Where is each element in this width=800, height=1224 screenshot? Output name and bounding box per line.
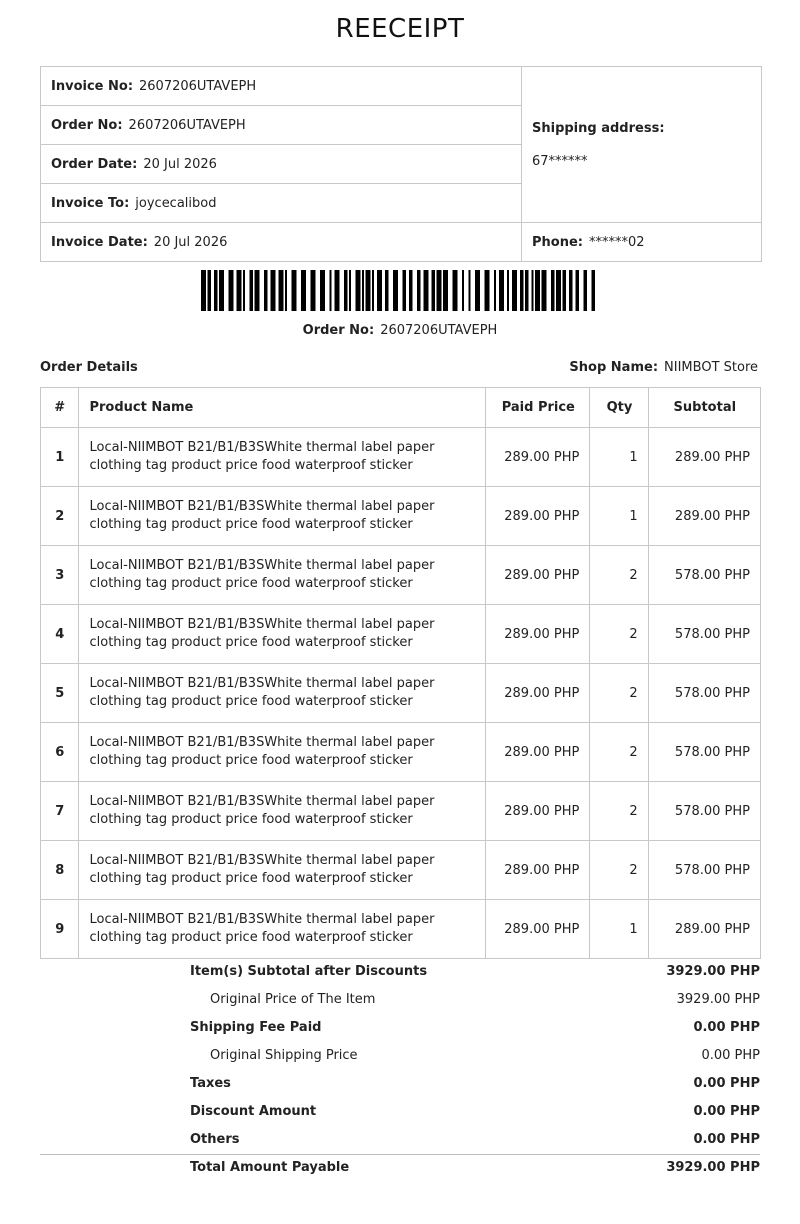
order-no-value: 2607206UTAVEPH — [128, 117, 246, 133]
shop-name — [569, 360, 758, 375]
product-name-line1: Local-NIIMBOT B21/B1/B3SWhite thermal label paper — [89, 499, 435, 514]
order-date-label: Order Date: — [51, 156, 138, 172]
barcode-bar — [362, 270, 364, 311]
barcode-bar — [512, 270, 517, 311]
original-shipping-label: Original Shipping Price — [210, 1048, 358, 1063]
barcode-bar — [507, 270, 509, 311]
taxes-label: Taxes — [190, 1076, 231, 1091]
product-name-line2: clothing tag product price food waterproof sticker — [89, 576, 413, 591]
barcode-bar — [264, 270, 268, 311]
summary-original-price — [40, 986, 760, 1014]
row-paid-price: 289.00 PHP — [486, 605, 590, 664]
receipt-title: REECEIPT — [335, 14, 465, 44]
row-subtotal: 578.00 PHP — [648, 664, 760, 723]
invoice-no-label: Invoice No: — [51, 78, 134, 94]
table-row — [41, 782, 761, 841]
barcode-bar — [330, 270, 332, 311]
product-name-line2: clothing tag product price food waterproof sticker — [89, 930, 413, 945]
header-paid-price: Paid Price — [486, 388, 590, 428]
row-product-name — [79, 428, 486, 487]
shipping-address-cell — [522, 67, 762, 223]
barcode-bar — [520, 270, 524, 311]
payment-summary — [40, 958, 760, 1182]
row-product-name — [79, 664, 486, 723]
table-row — [41, 605, 761, 664]
barcode-order-value: 2607206UTAVEPH — [380, 323, 498, 338]
summary-items-subtotal — [40, 958, 760, 986]
table-row — [41, 723, 761, 782]
row-product-name — [79, 487, 486, 546]
barcode-bar — [437, 270, 442, 311]
barcode-bar — [443, 270, 448, 311]
table-row — [41, 487, 761, 546]
invoice-date-cell — [41, 223, 522, 262]
row-subtotal: 289.00 PHP — [648, 428, 760, 487]
discount-value: 0.00 PHP — [693, 1104, 760, 1119]
barcode-bar — [377, 270, 382, 311]
row-paid-price: 289.00 PHP — [486, 900, 590, 959]
barcode-bar — [453, 270, 458, 311]
row-paid-price: 289.00 PHP — [486, 782, 590, 841]
row-product-name — [79, 605, 486, 664]
product-name-line1: Local-NIIMBOT B21/B1/B3SWhite thermal label paper — [89, 558, 435, 573]
barcode-bar — [301, 270, 306, 311]
barcode-bar — [229, 270, 234, 311]
row-paid-price: 289.00 PHP — [486, 428, 590, 487]
barcode-bar — [366, 270, 371, 311]
order-barcode — [201, 270, 599, 311]
original-shipping-value: 0.00 PHP — [701, 1048, 760, 1063]
barcode-bar — [584, 270, 588, 311]
barcode-bar — [335, 270, 340, 311]
summary-original-shipping — [40, 1042, 760, 1070]
row-qty: 2 — [590, 723, 648, 782]
barcode-bar — [532, 270, 534, 311]
row-paid-price: 289.00 PHP — [486, 664, 590, 723]
row-product-name — [79, 841, 486, 900]
barcode-bar — [556, 270, 561, 311]
barcode-bar — [525, 270, 529, 311]
invoice-to-cell — [41, 184, 522, 223]
barcode-bar — [201, 270, 206, 311]
barcode-bar — [279, 270, 284, 311]
barcode-bar — [485, 270, 490, 311]
barcode-bar — [219, 270, 224, 311]
shipping-address-value: 67****** — [532, 153, 588, 169]
table-row — [41, 428, 761, 487]
row-paid-price: 289.00 PHP — [486, 723, 590, 782]
row-num: 6 — [41, 723, 79, 782]
product-name-line2: clothing tag product price food waterproof sticker — [89, 458, 413, 473]
row-paid-price: 289.00 PHP — [486, 546, 590, 605]
invoice-date-value: 20 Jul 2026 — [153, 234, 228, 250]
invoice-date-label: Invoice Date: — [51, 234, 148, 250]
barcode-bar — [344, 270, 348, 311]
taxes-value: 0.00 PHP — [693, 1076, 760, 1091]
product-name-line1: Local-NIIMBOT B21/B1/B3SWhite thermal label paper — [89, 676, 435, 691]
barcode-bar — [462, 270, 464, 311]
barcode-bar — [551, 270, 555, 311]
row-qty: 2 — [590, 664, 648, 723]
row-num: 7 — [41, 782, 79, 841]
row-num: 3 — [41, 546, 79, 605]
row-num: 9 — [41, 900, 79, 959]
row-subtotal: 578.00 PHP — [648, 782, 760, 841]
invoice-to-label: Invoice To: — [51, 195, 130, 211]
row-subtotal: 578.00 PHP — [648, 723, 760, 782]
header-product-name: Product Name — [79, 388, 486, 428]
order-date-value: 20 Jul 2026 — [143, 156, 217, 172]
total-payable-value: 3929.00 PHP — [666, 1160, 760, 1175]
product-name-line1: Local-NIIMBOT B21/B1/B3SWhite thermal label paper — [89, 617, 435, 632]
row-qty: 2 — [590, 782, 648, 841]
row-num: 1 — [41, 428, 79, 487]
row-product-name — [79, 723, 486, 782]
phone-label: Phone: — [532, 234, 583, 250]
table-row — [41, 664, 761, 723]
row-qty: 2 — [590, 546, 648, 605]
shop-name-value: NIIMBOT Store — [664, 360, 758, 375]
product-name-line1: Local-NIIMBOT B21/B1/B3SWhite thermal label paper — [89, 735, 435, 750]
order-date-cell — [41, 145, 522, 184]
row-paid-price: 289.00 PHP — [486, 487, 590, 546]
row-qty: 2 — [590, 605, 648, 664]
barcode-order-label: Order No: — [302, 323, 375, 338]
row-product-name — [79, 900, 486, 959]
row-num: 2 — [41, 487, 79, 546]
barcode-bar — [569, 270, 573, 311]
items-subtotal-label: Item(s) Subtotal after Discounts — [190, 964, 428, 979]
summary-taxes — [40, 1070, 760, 1098]
total-payable-label: Total Amount Payable — [190, 1160, 350, 1175]
header-num: # — [41, 388, 79, 428]
product-name-line2: clothing tag product price food waterproof sticker — [89, 694, 413, 709]
barcode-bar — [535, 270, 540, 311]
barcode-bar — [250, 270, 254, 311]
header-qty: Qty — [590, 388, 648, 428]
barcode-bar — [576, 270, 580, 311]
items-subtotal-value: 3929.00 PHP — [666, 964, 760, 979]
barcode-bar — [499, 270, 504, 311]
barcode-bar — [424, 270, 429, 311]
barcode-bar — [592, 270, 596, 311]
shop-name-label: Shop Name: — [569, 360, 659, 375]
barcode-bar — [292, 270, 297, 311]
barcode-bar — [208, 270, 212, 311]
barcode-bar — [356, 270, 361, 311]
summary-others — [40, 1126, 760, 1154]
row-paid-price: 289.00 PHP — [486, 841, 590, 900]
barcode-bar — [417, 270, 421, 311]
row-subtotal: 289.00 PHP — [648, 900, 760, 959]
others-label: Others — [190, 1132, 240, 1147]
row-qty: 1 — [590, 900, 648, 959]
row-subtotal: 578.00 PHP — [648, 546, 760, 605]
barcode-bar — [237, 270, 242, 311]
original-price-value: 3929.00 PHP — [676, 992, 760, 1007]
row-subtotal: 578.00 PHP — [648, 605, 760, 664]
table-row — [41, 900, 761, 959]
product-name-line2: clothing tag product price food waterproof sticker — [89, 753, 413, 768]
row-product-name — [79, 782, 486, 841]
barcode-bar — [409, 270, 413, 311]
barcode-bar — [563, 270, 567, 311]
shipping-fee-value: 0.00 PHP — [693, 1020, 760, 1035]
row-qty: 1 — [590, 487, 648, 546]
barcode-bar — [255, 270, 260, 311]
barcode-bar — [285, 270, 287, 311]
order-no-cell — [41, 106, 522, 145]
shipping-address-label: Shipping address: — [532, 120, 665, 136]
header-subtotal: Subtotal — [648, 388, 760, 428]
original-price-label: Original Price of The Item — [210, 992, 376, 1007]
barcode-bar — [243, 270, 245, 311]
barcode-bar — [385, 270, 389, 311]
order-details-heading: Order Details — [40, 360, 138, 375]
row-subtotal: 289.00 PHP — [648, 487, 760, 546]
barcode-bar — [372, 270, 374, 311]
summary-discount — [40, 1098, 760, 1126]
row-subtotal: 578.00 PHP — [648, 841, 760, 900]
product-name-line2: clothing tag product price food waterproof sticker — [89, 517, 413, 532]
barcode-bar — [393, 270, 398, 311]
order-no-label: Order No: — [51, 117, 123, 133]
row-num: 4 — [41, 605, 79, 664]
row-product-name — [79, 546, 486, 605]
row-num: 5 — [41, 664, 79, 723]
row-num: 8 — [41, 841, 79, 900]
phone-cell — [522, 223, 762, 262]
barcode-bar — [214, 270, 218, 311]
barcode-bar — [349, 270, 351, 311]
invoice-to-value: joycecalibod — [135, 195, 217, 211]
barcode-order-no — [0, 323, 800, 338]
product-name-line2: clothing tag product price food waterproof sticker — [89, 635, 413, 650]
product-name-line2: clothing tag product price food waterproof sticker — [89, 871, 413, 886]
product-name-line1: Local-NIIMBOT B21/B1/B3SWhite thermal label paper — [89, 912, 435, 927]
product-name-line1: Local-NIIMBOT B21/B1/B3SWhite thermal label paper — [89, 440, 435, 455]
shipping-fee-label: Shipping Fee Paid — [190, 1020, 322, 1035]
invoice-info-table — [40, 66, 762, 262]
order-items-table — [40, 387, 761, 959]
product-name-line2: clothing tag product price food waterproof sticker — [89, 812, 413, 827]
table-header-row — [41, 388, 761, 428]
table-row — [41, 841, 761, 900]
row-qty: 1 — [590, 428, 648, 487]
barcode-bar — [403, 270, 407, 311]
invoice-no-value: 2607206UTAVEPH — [139, 78, 257, 94]
product-name-line1: Local-NIIMBOT B21/B1/B3SWhite thermal label paper — [89, 794, 435, 809]
others-value: 0.00 PHP — [693, 1132, 760, 1147]
barcode-bar — [542, 270, 547, 311]
barcode-bar — [311, 270, 316, 311]
phone-value: ******02 — [588, 234, 645, 250]
summary-shipping-fee — [40, 1014, 760, 1042]
barcode-bar — [475, 270, 480, 311]
barcode-bar — [271, 270, 276, 311]
table-row — [41, 546, 761, 605]
barcode-bar — [432, 270, 436, 311]
row-qty: 2 — [590, 841, 648, 900]
product-name-line1: Local-NIIMBOT B21/B1/B3SWhite thermal label paper — [89, 853, 435, 868]
barcode-bar — [469, 270, 471, 311]
barcode-bar — [494, 270, 496, 311]
barcode-bar — [320, 270, 325, 311]
invoice-no-cell — [41, 67, 522, 106]
summary-total-payable — [40, 1154, 760, 1182]
discount-label: Discount Amount — [190, 1104, 317, 1119]
